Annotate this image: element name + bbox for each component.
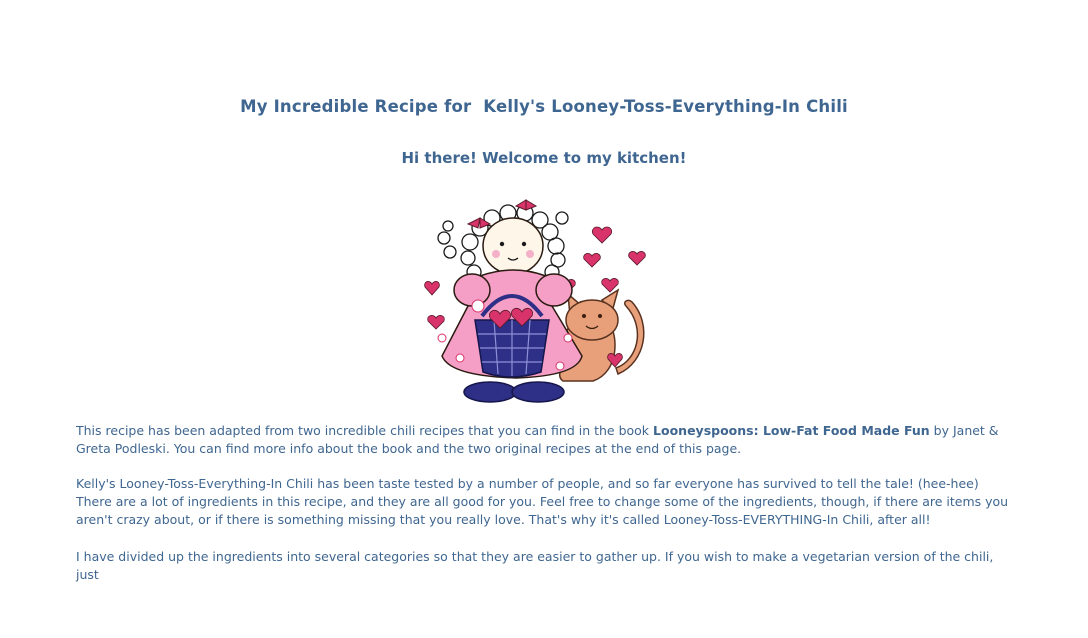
intro-paragraph <box>76 422 1016 458</box>
girl-and-cat-illustration <box>420 198 660 410</box>
intro-text-after: by Janet & Greta Podleski. You can find more info about the book and the two original recipes at the end of this page. <box>76 423 999 456</box>
page-title: My Incredible Recipe for Kelly's Looney-Toss-Everything-In Chili <box>240 97 848 116</box>
welcome-heading: Hi there! Welcome to my kitchen! <box>401 149 687 167</box>
book-title: Looneyspoons: Low-Fat Food Made Fun <box>653 423 930 438</box>
intro-text-before: This recipe has been adapted from two incredible chili recipes that you can find in the book <box>76 423 654 438</box>
taste-tested-paragraph: Kelly's Looney-Toss-Everything-In Chili has been taste tested by a number of people, and so far everyone has survived to tell the tale! (hee-hee) There are a lot of ingredients in this recipe, and they are all good for you. Feel free to change some of the ingredients, though, if there are items you aren't crazy about, or if there is something missing that you really love. That's why it's called Looney-Toss-EVERYTHING-In Chili, after all! <box>76 476 1009 527</box>
ingredients-paragraph: I have divided up the ingredients into several categories so that they are easier to gather up. If you wish to make a vegetarian version of the chili, just <box>76 549 994 582</box>
